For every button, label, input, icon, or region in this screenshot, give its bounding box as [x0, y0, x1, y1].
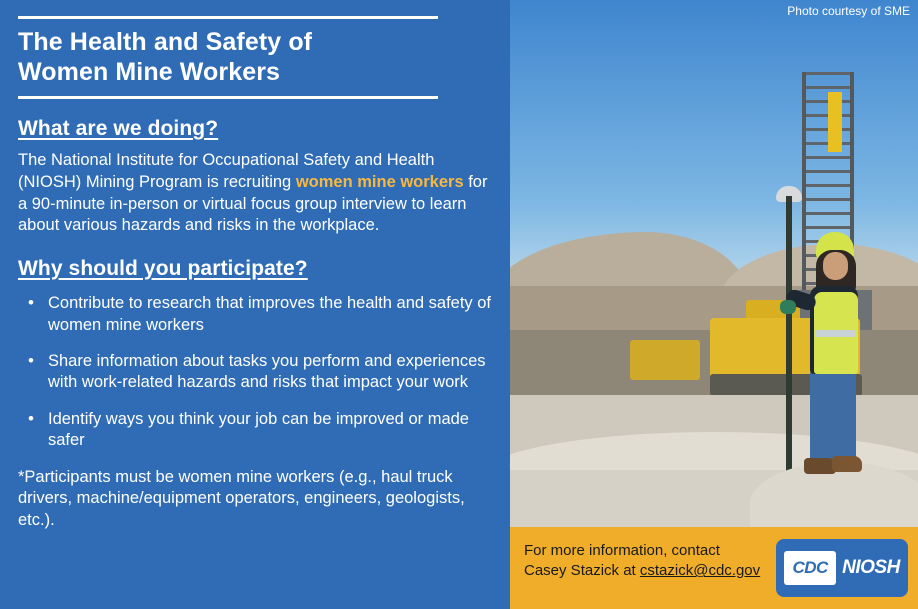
title-divider-top — [18, 16, 438, 19]
mine-worker-photo — [510, 0, 918, 527]
contact-line-2 — [524, 561, 784, 581]
cdc-niosh-logo — [776, 539, 908, 597]
secondary-machine-shape — [630, 340, 700, 380]
cdc-logo: CDC — [784, 551, 836, 585]
section-heading-why-participate: Why should you participate? — [18, 257, 308, 281]
intro-paragraph — [18, 150, 492, 237]
page-title-line-2: Women Mine Workers — [18, 57, 281, 86]
contact-line-1: For more information, contact — [524, 542, 720, 559]
intro-paragraph-part-1: The National Institute for Occupational Safety and Health (NIOSH) Mining Program is recruiting — [18, 151, 435, 191]
survey-pole-shape — [786, 196, 792, 496]
niosh-logo: NIOSH — [842, 557, 900, 578]
worker-face-shape — [823, 252, 848, 280]
section-heading-what-are-we-doing: What are we doing? — [18, 117, 219, 140]
intro-paragraph-highlight: women mine workers — [295, 172, 464, 191]
eligibility-footnote: *Participants must be women mine workers (e.g., haul truck drivers, machine/equipment operators, engineers, geologists, etc.). — [18, 467, 465, 530]
title-divider-bottom — [18, 96, 438, 99]
page-title — [18, 28, 492, 87]
worker-boot-right-shape — [832, 456, 862, 472]
contact-name: Casey Stazick at — [524, 562, 640, 580]
worker-vest-stripe-shape — [816, 330, 856, 337]
list-item: • Identify ways you think your job can be improved or made safer — [26, 409, 492, 452]
drill-rig-yellow-accent-shape — [828, 92, 842, 152]
list-item: • Share information about tasks you perform and experiences with work-related hazards and risks that impact your work — [26, 351, 492, 394]
page-title-line-1: The Health and Safety of — [18, 28, 313, 56]
photo-credit: Photo courtesy of SME — [787, 4, 910, 18]
list-item: • Contribute to research that improves the health and safety of women mine workers — [26, 293, 492, 336]
worker-legs-shape — [810, 368, 856, 464]
worker-glove-shape — [780, 300, 796, 314]
contact-footer — [510, 527, 918, 609]
intro-paragraph-part-2: for a 90-minute in-person or virtual focus group interview to learn about various hazards and risks in the workplace. — [18, 172, 488, 235]
benefits-list — [16, 293, 492, 452]
contact-email-link[interactable]: cstazick@cdc.gov — [639, 562, 761, 580]
contact-text — [524, 541, 784, 582]
right-panel — [510, 0, 918, 609]
